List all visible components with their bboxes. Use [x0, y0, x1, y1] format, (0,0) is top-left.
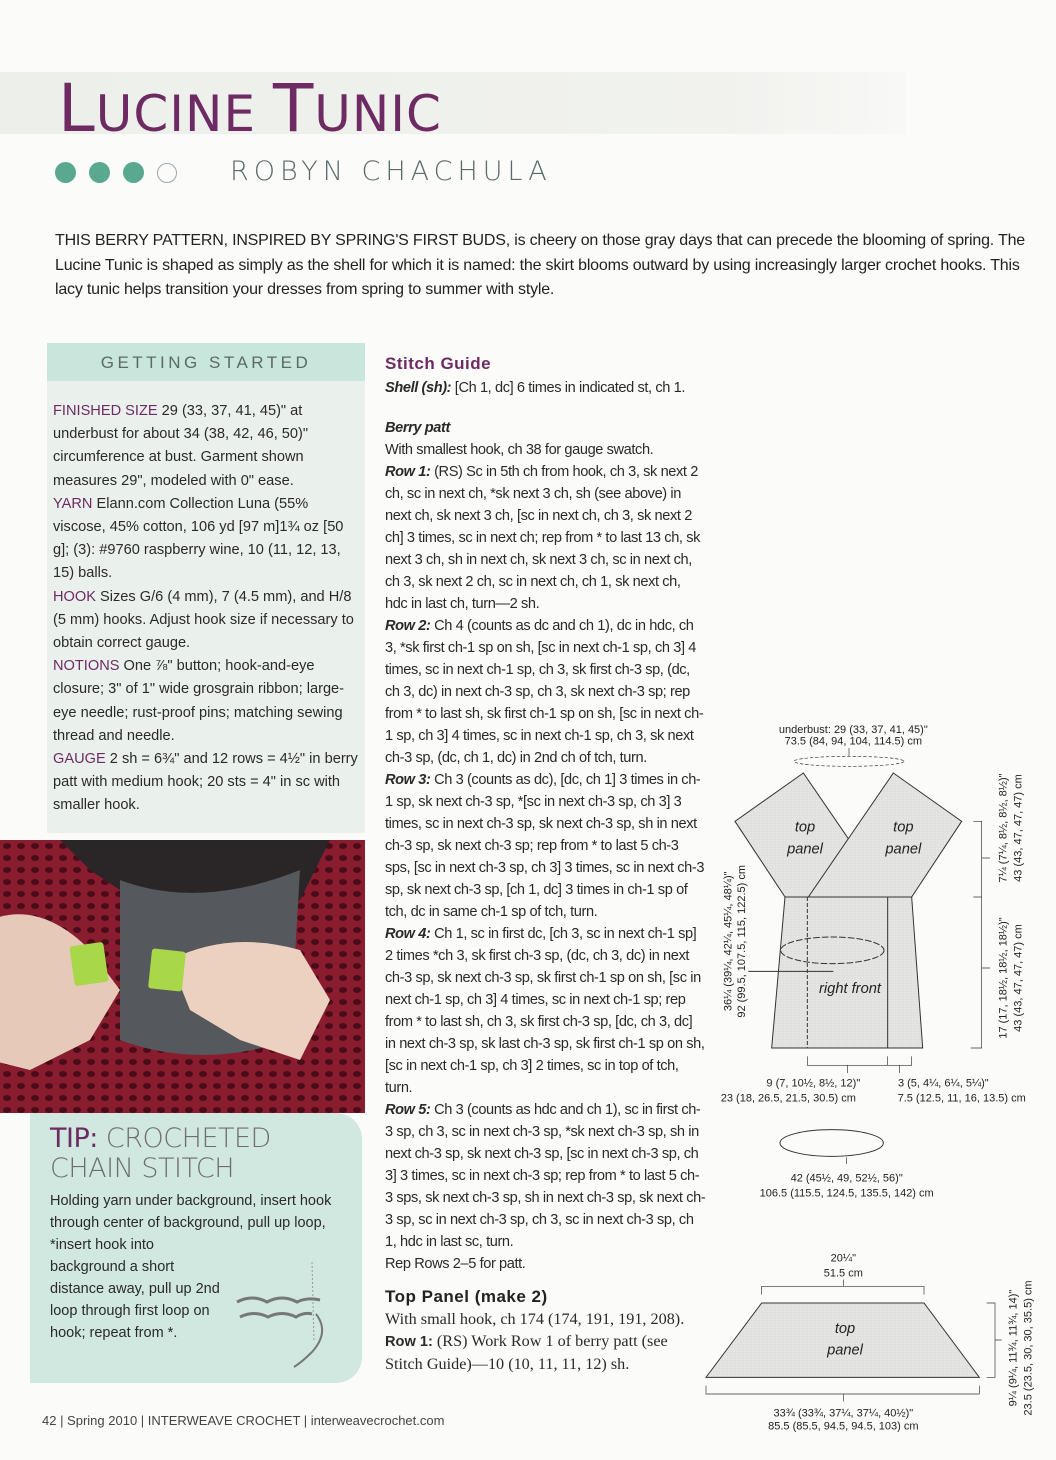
yarn: YARN Elann.com Collection Luna (55% viscose, 45% cotton, 106 yd [97 m]1¾ oz [50 g]; (3): #9760 raspberry wine, 10 (11, 12, 13, 15) balls. — [53, 495, 344, 582]
tip-text-1: Holding yarn under background, insert hook through center of background, pull up loop, — [50, 1193, 332, 1231]
panel-height-cm-label: 43 (43, 47, 47, 47) cm — [1012, 774, 1025, 882]
berry-patt-heading: Berry patt — [385, 420, 450, 436]
top-panel-shape — [706, 1303, 979, 1377]
right-front-label: right front — [819, 981, 881, 997]
skirt-height-cm-label: 43 (43, 47, 47, 47) cm — [1012, 924, 1025, 1032]
getting-started-list — [53, 400, 363, 818]
intro-paragraph: THIS BERRY PATTERN, INSPIRED BY SPRING'S FIRST BUDS, is cheery on those gray days that can precede the blooming of spring. The Lucine Tunic is shaped as simply as the shell for which it is named: the skirt blooms outward by using increasingly larger crochet hooks. This lacy tunic helps transition your dresses from spring to summer with style. — [55, 232, 1025, 298]
panel-height-in-label: 7¼ (7¼, 8½, 8½, 8½)" — [997, 773, 1010, 883]
height-in-label: 9¼ (9¼, 11¾, 11¾, 14)" — [1007, 1289, 1020, 1407]
band-width-in-label: 3 (5, 4¼, 6¼, 5¼)" — [897, 1077, 989, 1090]
bottom-width-in-label: 33¾ (33¾, 37¼, 37¼, 40½)" — [773, 1407, 914, 1420]
top-width-in-label: 20¼" — [830, 1252, 856, 1265]
tunic-photo — [0, 840, 365, 1113]
tip-text-2: *insert hook into background a short distance away, pull up 2nd loop through first loop on hook; repeat from *. — [50, 1237, 220, 1341]
gauge: GAUGE 2 sh = 6¾" and 12 rows = 4½" in berry patt with medium hook; 20 sts = 4" in sc with smaller hook. — [53, 751, 358, 814]
finished-size: FINISHED SIZE 29 (33, 37, 41, 45)" at underbust for about 34 (38, 42, 46, 50)" circumference at bust. Garment shown measures 29", modeled with 0" ease. — [53, 403, 309, 489]
berry-intro: With smallest hook, ch 38 for gauge swatch. — [385, 442, 654, 458]
top-panel-intro: With small hook, ch 174 (174, 191, 191, 208). — [385, 1310, 685, 1328]
tip-title: TIP: CROCHETED CHAIN STITCH — [50, 1123, 271, 1184]
row-1: Row 1: (RS) Sc in 5th ch from hook, ch 3, sk next 2 ch, sc in next ch, *sk next 3 ch, sh (see above) in next ch, sk next 3 ch, [sc in next ch, ch 3, sk next 2 ch] 3 times, sc in next ch; rep from * to last 13 ch, sk next 3 ch, sh in next ch, sk next 3 ch, sc in next ch, ch 3, sk next 2 ch, sc in next ch, ch 1, sk next ch, hdc in last ch, turn—2 sh. — [385, 464, 701, 612]
difficulty-dot-empty-icon — [157, 163, 177, 183]
hem-in-label: 42 (45½, 49, 52½, 56)" — [790, 1172, 903, 1185]
row-4: Row 4: Ch 1, sc in first dc, [ch 3, sc in next ch-1 sp] 2 times *ch 3, sk first ch-3 sp, (dc, ch 3, dc) in next ch-3 sp, sk next ch-3 sp, sk first ch-1 sp on sh, [sc in next ch-1 sp, ch 3] 4 times, sc in next ch-1 sp; rep from * to last sh, ch 3, sk first ch-3 sp, [dc, ch 3, dc] in next ch-3 sp, sk last ch-3 sp, sk first ch-1 sp on sh, [sc in next ch-1 sp, ch 3] 2 times, sc in top of tch, turn. — [385, 926, 705, 1096]
panel-label: panel — [787, 841, 823, 858]
top-panel-heading: Top Panel (make 2) — [385, 1287, 548, 1306]
page-title: LUCINE TUNIC — [58, 70, 442, 147]
difficulty-dot-filled-icon — [123, 162, 144, 183]
panel-label: panel — [885, 841, 922, 858]
panel-label: top — [893, 819, 914, 836]
page-footer: 42 | Spring 2010 | INTERWEAVE CROCHET | interweavecrochet.com — [42, 1413, 445, 1428]
front-width-cm-label: 23 (18, 26.5, 21.5, 30.5) cm — [720, 1092, 856, 1105]
height-cm-label: 23.5 (23.5, 30, 30, 35.5) cm — [1022, 1280, 1035, 1416]
panel-label: panel — [827, 1342, 863, 1359]
skirt-height-in-label: 17 (17, 18½, 18½, 18½)" — [997, 917, 1010, 1039]
getting-started-heading: GETTING STARTED — [47, 343, 365, 381]
hem-cm-label: 106.5 (115.5, 124.5, 135.5, 142) cm — [759, 1187, 934, 1200]
top-panel-schematic — [700, 1128, 1056, 1448]
difficulty-dot-filled-icon — [55, 162, 76, 183]
row-5: Row 5: Ch 3 (counts as hdc and ch 1), sc in first ch-3 sp, ch 3, sc in next ch-3 sp, *sk next ch-3 sp, sh in next ch-3 sp, sk next ch-3 sp, [sc in next ch-3 sp, ch 3] 3 times, sc in next ch-3 sp; rep from * to last 5 ch-3 sps, sk next ch-3 sp, sh in next ch-3 sp, sk next ch-3 sp, sc in next ch-3 sp, ch 3, sc in next ch-3 sp, ch 1, hdc in last sc, turn. — [385, 1102, 706, 1250]
top-panel-row-1: Row 1: (RS) Work Row 1 of berry patt (see Stitch Guide)—10 (10, 11, 11, 12) sh. — [385, 1332, 668, 1373]
panel-label: top — [794, 819, 816, 836]
stitch-guide-heading: Stitch Guide — [385, 354, 492, 373]
shell-definition: Shell (sh): [Ch 1, dc] 6 times in indicated st, ch 1. — [385, 380, 685, 396]
repeat-note: Rep Rows 2–5 for patt. — [385, 1256, 526, 1272]
difficulty-dot-filled-icon — [89, 162, 110, 183]
difficulty-rating — [55, 162, 177, 183]
row-3: Row 3: Ch 3 (counts as dc), [dc, ch 1] 3 times in ch-1 sp, sk next ch-3 sp, *[sc in next ch-3 sp, ch 3] 3 times, sc in next ch-3 sp, sk next ch-3 sp, sh in next ch-3 sp, sk next ch-3 sp; rep from * to last 5 ch-3 sps, [sc in next ch-3 sp, ch 3] 3 times, sc in next ch-3 sp, sk next ch-3 sp, [ch 1, dc] 3 times in ch-1 sp of tch, dc in same ch-1 sp of tch, turn. — [385, 772, 705, 920]
top-width-cm-label: 51.5 cm — [823, 1267, 863, 1280]
underbust-in-label: underbust: 29 (33, 37, 41, 45)" — [778, 724, 928, 736]
author-name: ROBYN CHACHULA — [230, 156, 552, 187]
bottom-width-cm-label: 85.5 (85.5, 94.5, 94.5, 103) cm — [768, 1420, 919, 1433]
length-in-label: 36¼ (39¼, 42¼, 45¼, 48¼)" — [722, 871, 735, 1012]
length-cm-label: 92 (99.5, 107.5, 115, 122.5) cm — [736, 864, 748, 1018]
panel-label: top — [834, 1321, 856, 1337]
notions: NOTIONS One ⅞" button; hook-and-eye closure; 3" of 1" wide grosgrain ribbon; large-eye needle; rust-proof pins; matching sewing thread and needle. — [53, 658, 345, 744]
hook: HOOK Sizes G/6 (4 mm), 7 (4.5 mm), and H/8 (5 mm) hooks. Adjust hook size if necessary to obtain correct gauge. — [53, 588, 354, 652]
band-width-cm-label: 7.5 (12.5, 11, 16, 13.5) cm — [897, 1092, 1026, 1105]
row-2: Row 2: Ch 4 (counts as dc and ch 1), dc in hdc, ch 3, *sk first ch-1 sp on sh, [sc in next ch-1 sp, ch 3] 4 times, sc in next ch-1 sp, ch 3, sk first ch-3 sp, (dc, ch 3, dc) in next ch-3 sp, ch 3, sk next ch-3 sp; rep from * to last sh, sk first ch-1 sp on sh, [sc in next ch-1 sp, ch 3] 4 times, sc in next ch-1 sp, ch 3, sk next ch-3 sp, (dc, ch 1, dc) in 2nd ch of tch, turn. — [385, 618, 704, 766]
underbust-cm-label: 73.5 (84, 94, 104, 114.5) cm — [784, 735, 923, 748]
right-front-body — [772, 897, 923, 1048]
tunic-schematic — [700, 708, 1056, 1128]
chain-stitch-illustration — [232, 1262, 332, 1372]
front-width-in-label: 9 (7, 10½, 8½, 12)" — [766, 1077, 861, 1090]
